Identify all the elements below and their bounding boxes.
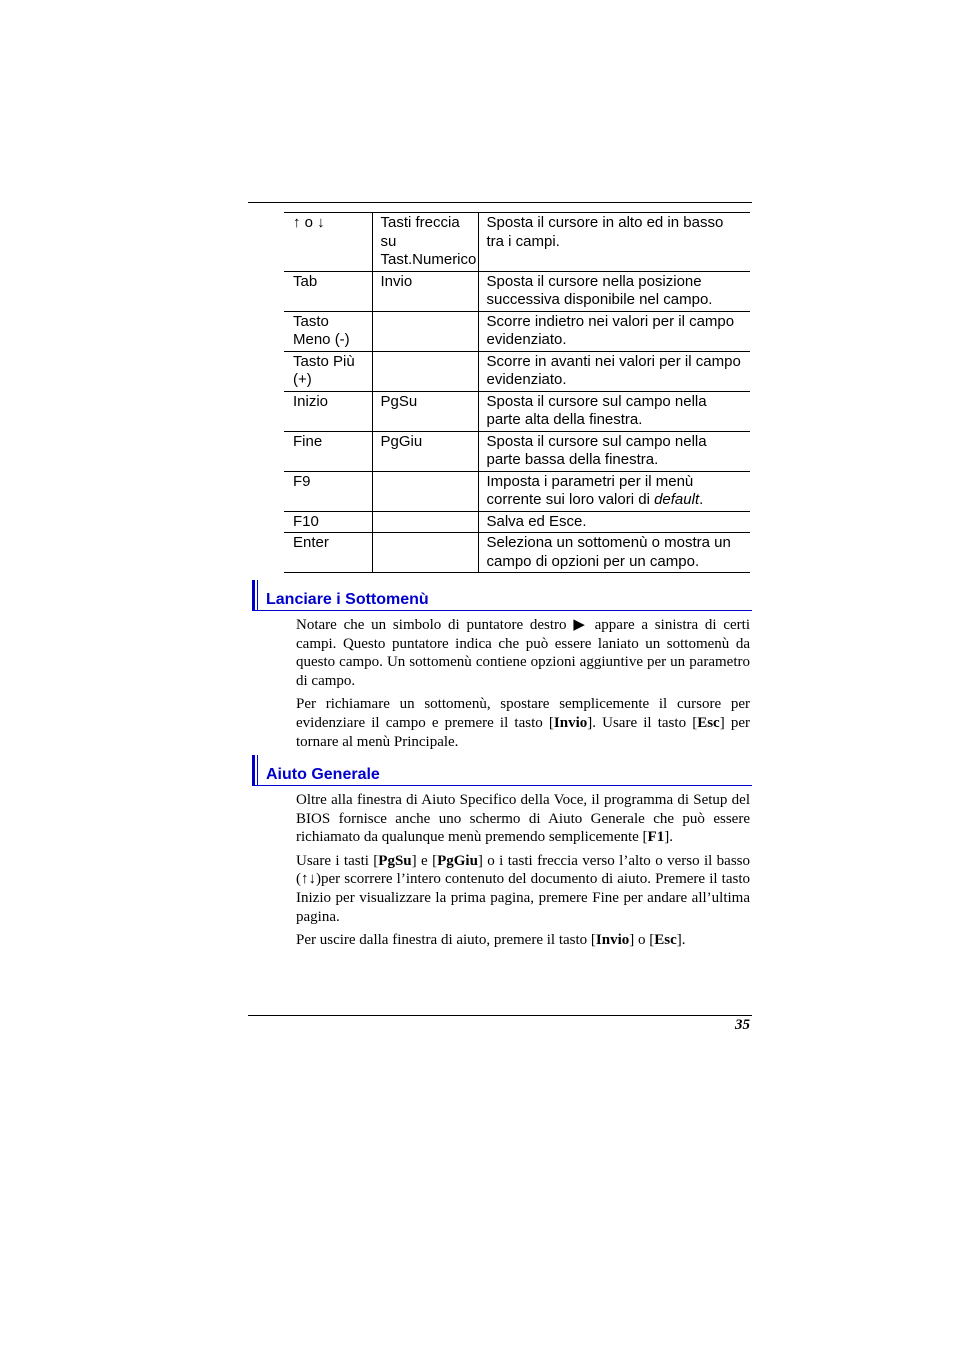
text: ]. [676,932,686,949]
key-name: Esc [654,932,677,949]
table-row [284,471,750,511]
alt-key-cell [372,471,478,511]
key-cell: Inizio [284,391,372,431]
key-table [284,212,750,573]
text: ] e [ [411,852,438,869]
alt-key-cell: Invio [372,271,478,311]
alt-key-cell: PgGiu [372,431,478,471]
description-cell: Scorre indietro nei valori per il campo evidenziato. [478,311,750,351]
paragraph [296,852,750,926]
section-body-submenus [296,616,750,756]
description-cell: Salva ed Esce. [478,511,750,533]
text: ]. [664,829,673,846]
key-cell: Tab [284,271,372,311]
paragraph: Notare che un simbolo di puntatore destro ▶ appare a sinistra di certi campi. Questo puntatore indica che può essere laniato un sottomenù da questo campo. Un sottomenù contiene opzioni aggiuntive per un parametro di campo. [296,617,750,689]
alt-key-cell [372,351,478,391]
footer-rule [248,1015,752,1016]
section-heading-general-help [252,755,752,786]
key-cell: ↑ o ↓ [284,213,372,272]
alt-key-cell [372,511,478,533]
text: ] o i tasti freccia verso l’alto o verso il basso (↑↓)per scorrere l’intero contenuto del documento di aiuto. Premere il tasto Inizio per visualizzare la prima pagina, premere Fine per andare all’ultima pagina. [296,852,750,925]
key-cell: Enter [284,533,372,573]
key-name: PgSu [378,852,412,869]
key-cell: F10 [284,511,372,533]
description-text: . [699,491,704,508]
text: ] o [ [629,932,655,949]
section-heading-submenus [252,580,752,611]
table-row [284,533,750,573]
key-cell: Tasto Più (+) [284,351,372,391]
text: Per uscire dalla finestra di aiuto, premere il tasto [ [296,932,596,949]
key-name: Invio [595,932,630,949]
text: Per richiamare un sottomenù, spostare semplicemente il cursore per evidenziare il campo e premere il tasto [ [296,696,750,731]
text: Oltre alla finestra di Aiuto Specifico della Voce, il programma di Setup del BIOS fornisce anche uno schermo di Aiuto Generale che può essere richiamato da qualunque menù premendo semplicemente [ [296,792,750,846]
section-title: Aiuto Generale [266,766,380,783]
table-row [284,391,750,431]
alt-key-cell [372,311,478,351]
key-cell: Fine [284,431,372,471]
key-name: Esc [697,714,720,731]
key-name: PgGiu [437,852,478,869]
section-title: Lanciare i Sottomenù [266,591,429,608]
description-cell: Sposta il cursore in alto ed in basso tra i campi. [478,213,750,272]
paragraph [296,791,750,847]
alt-key-cell: Tasti freccia su Tast.Numerico [372,213,478,272]
key-name: Invio [553,714,588,731]
description-emphasis: default [654,491,700,508]
table-row [284,431,750,471]
key-name: F1 [647,829,665,846]
header-rule [248,202,752,203]
key-cell: Tasto Meno (-) [284,311,372,351]
alt-key-cell [372,533,478,573]
alt-key-cell: PgSu [372,391,478,431]
description-text: Imposta i parametri per il menù corrente sui loro valori di [486,472,694,508]
text: ]. Usare il tasto [ [587,714,698,731]
key-cell: F9 [284,471,372,511]
description-cell: Sposta il cursore sul campo nella parte bassa della finestra. [478,431,750,471]
table-row [284,351,750,391]
text: ] per tornare al menù Principale. [296,714,751,750]
description-cell: Seleziona un sottomenù o mostra un campo di opzioni per un campo. [478,533,750,573]
description-cell [478,471,750,511]
table-row [284,511,750,533]
heading-marker [252,580,258,611]
table-row [284,213,750,272]
page-number: 35 [735,1017,750,1033]
table-row [284,271,750,311]
heading-marker [252,755,258,786]
section-body-general-help [296,791,750,955]
description-cell: Scorre in avanti nei valori per il campo evidenziato. [478,351,750,391]
description-cell: Sposta il cursore nella posizione successiva disponibile nel campo. [478,271,750,311]
paragraph [296,695,750,751]
paragraph [296,931,750,950]
table-row [284,311,750,351]
text: Usare i tasti [ [296,852,379,869]
description-cell: Sposta il cursore sul campo nella parte alta della finestra. [478,391,750,431]
